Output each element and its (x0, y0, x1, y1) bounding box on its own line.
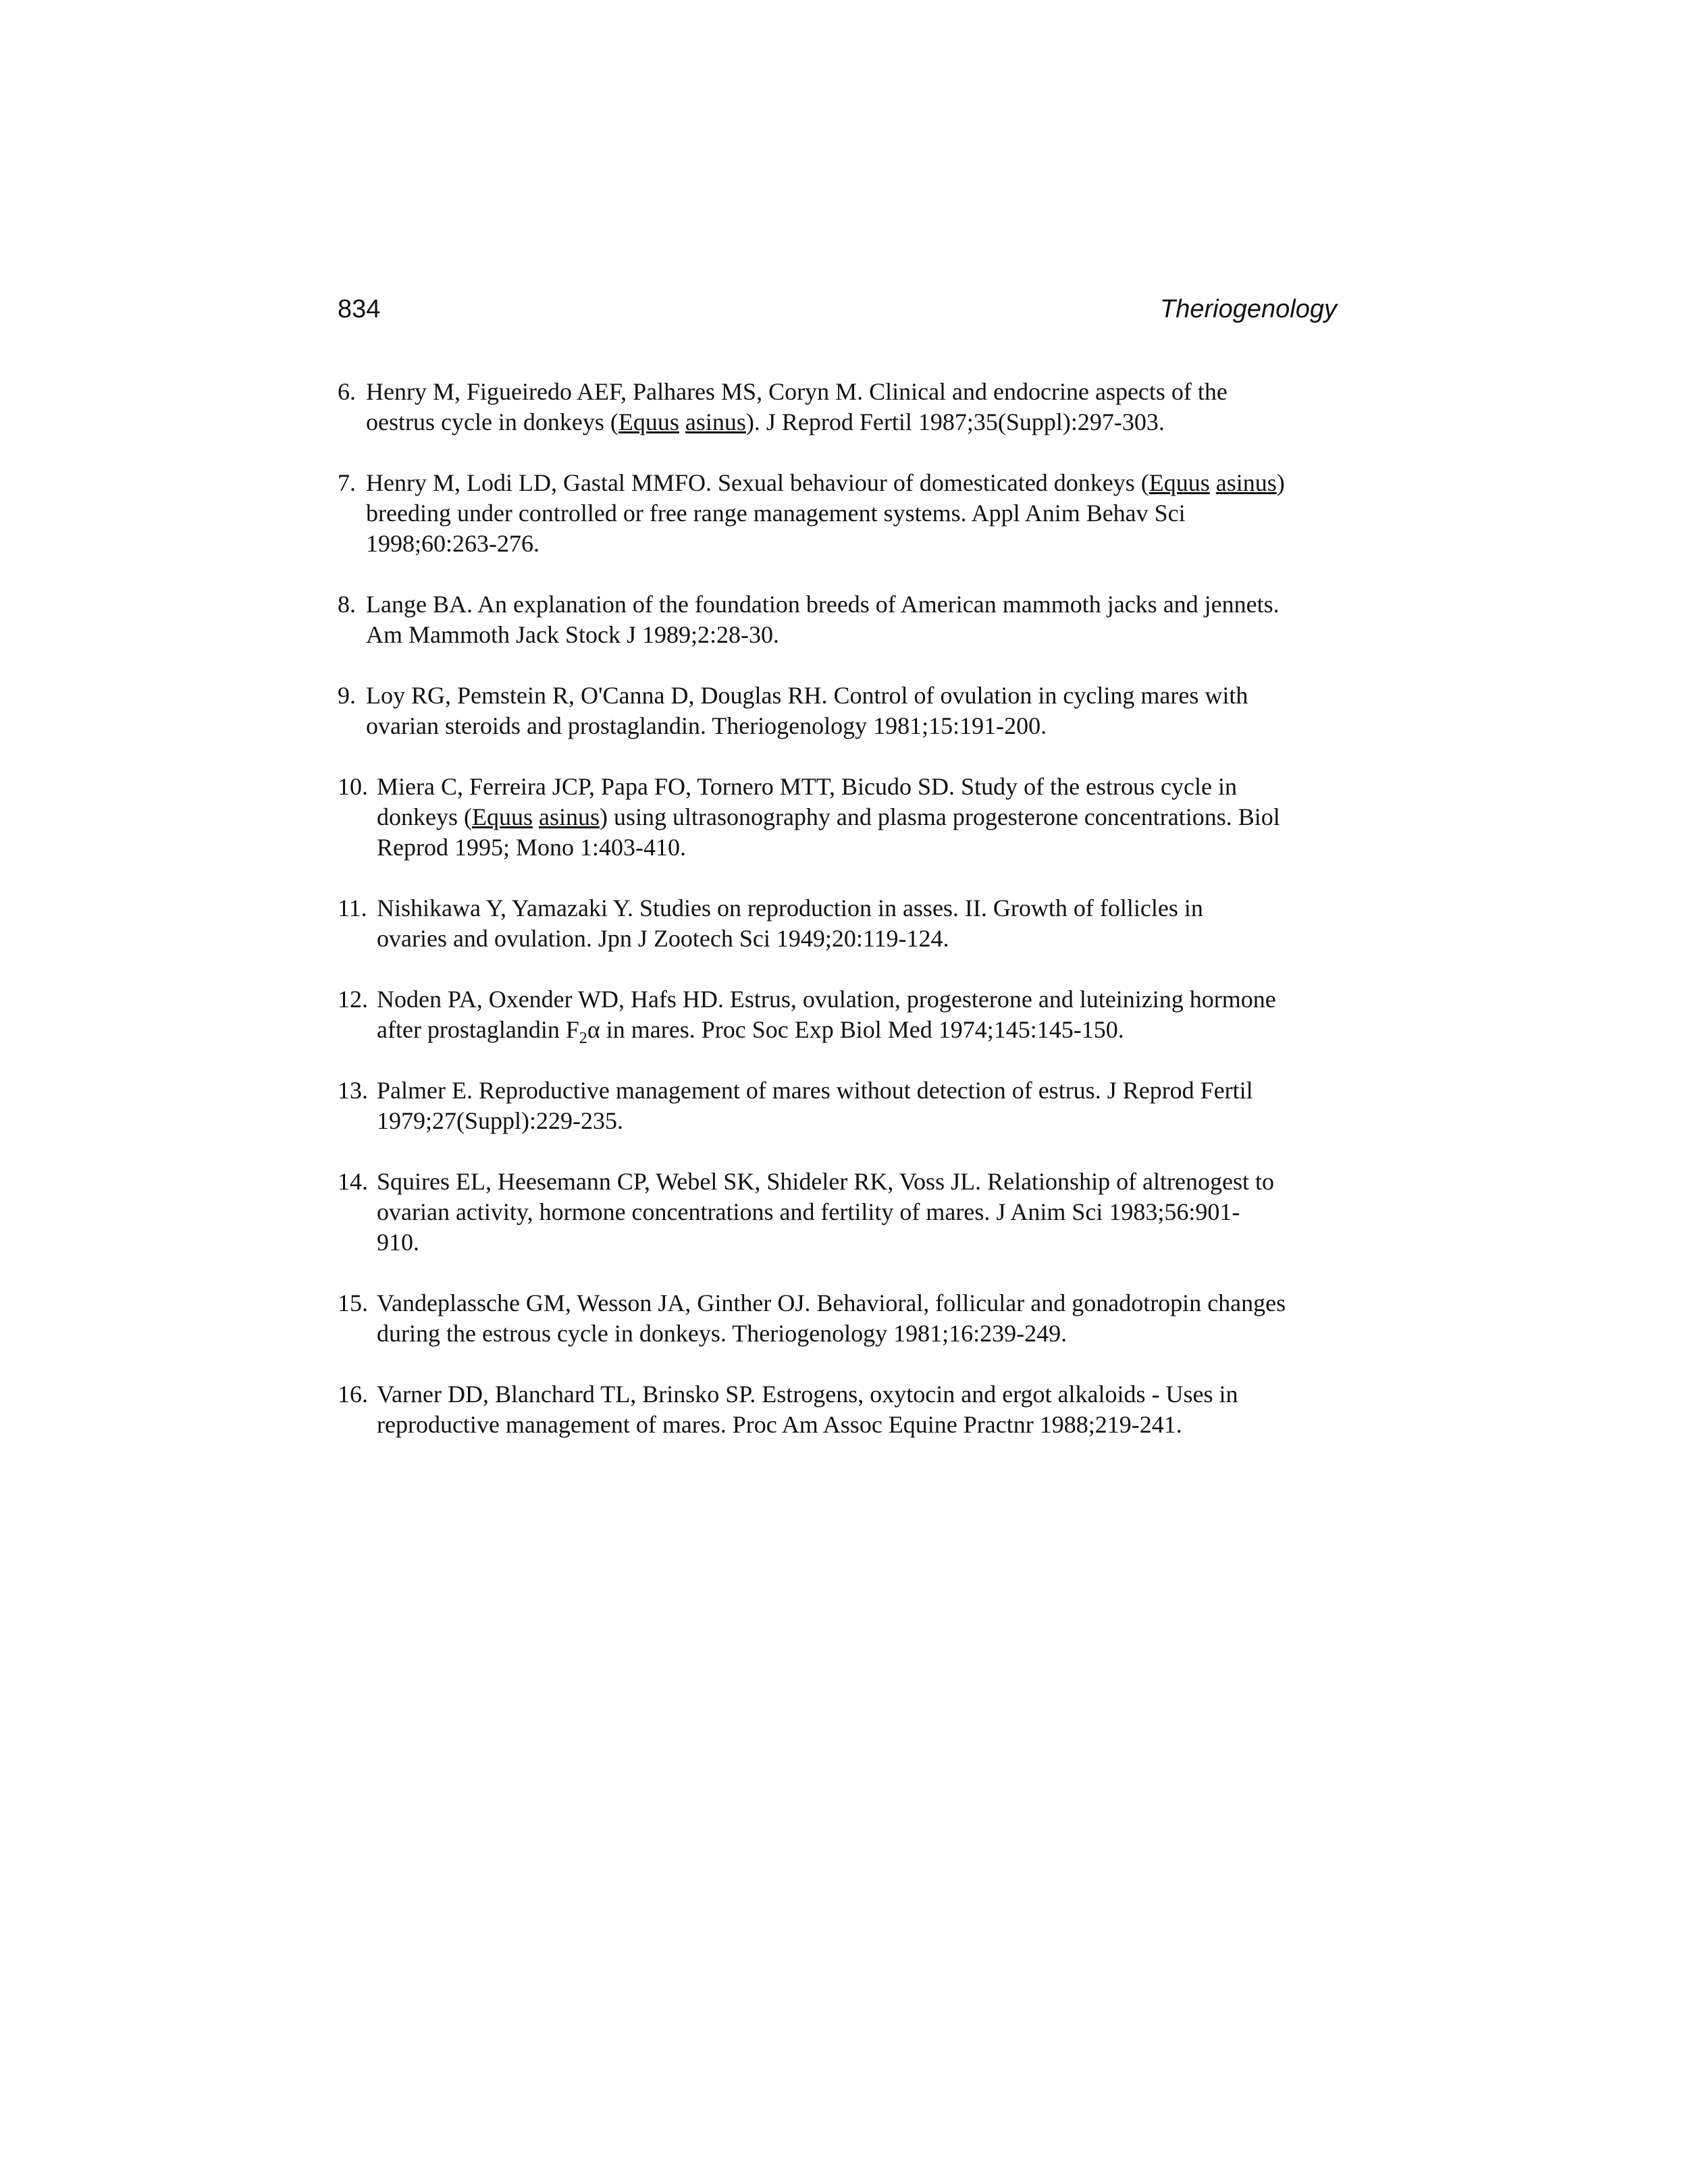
reference-text: Miera C, Ferreira JCP, Papa FO, Tornero MTT, Bicudo SD. Study of the estrous cycle in (377, 773, 1237, 800)
journal-name: Theriogenology (1160, 295, 1337, 323)
reference-item (338, 984, 1357, 1045)
reference-line (377, 1075, 1357, 1106)
reference-text: Varner DD, Blanchard TL, Brinsko SP. Estrogens, oxytocin and ergot alkaloids - Uses in (377, 1381, 1238, 1408)
reference-text: 910. (377, 1229, 419, 1256)
reference-number: 8. (338, 591, 356, 618)
reference-line (366, 681, 1357, 711)
reference-line (377, 893, 1357, 924)
reference-line (366, 620, 1357, 650)
reference-text (533, 803, 539, 830)
reference-text: Reprod 1995; Mono 1:403-410. (377, 834, 686, 861)
reference-text: Squires EL, Heesemann CP, Webel SK, Shideler RK, Voss JL. Relationship of altrenogest to (377, 1168, 1274, 1195)
reference-line (377, 1227, 1357, 1258)
reference-number: 16. (338, 1381, 368, 1408)
reference-item (338, 1288, 1357, 1349)
reference-item (338, 468, 1357, 559)
reference-line (366, 529, 1357, 559)
reference-text: during the estrous cycle in donkeys. Theriogenology 1981;16:239-249. (377, 1320, 1067, 1347)
reference-text: after prostaglandin F (377, 1016, 579, 1043)
subscript: 2 (579, 1030, 587, 1047)
reference-text (679, 408, 685, 435)
reference-line (377, 772, 1357, 802)
reference-text: Palmer E. Reproductive management of mares without detection of estrus. J Reprod Fertil (377, 1077, 1253, 1104)
reference-text: Nishikawa Y, Yamazaki Y. Studies on reproduction in asses. II. Growth of follicles in (377, 895, 1203, 922)
reference-text: ovarian activity, hormone concentrations and fertility of mares. J Anim Sci 1983;56:901- (377, 1198, 1240, 1225)
reference-line (366, 498, 1357, 529)
page-number: 834 (338, 295, 381, 323)
reference-number: 9. (338, 682, 356, 709)
reference-text: ovarian steroids and prostaglandin. Theriogenology 1981;15:191-200. (366, 712, 1047, 739)
reference-number: 13. (338, 1077, 368, 1104)
reference-text: Henry M, Figueiredo AEF, Palhares MS, Coryn M. Clinical and endocrine aspects of the (366, 378, 1228, 405)
species-name: Equus (1149, 469, 1210, 496)
reference-text: 1979;27(Suppl):229-235. (377, 1107, 623, 1134)
reference-text: Lange BA. An explanation of the foundation breeds of American mammoth jacks and jennets. (366, 591, 1280, 618)
reference-number: 14. (338, 1168, 368, 1195)
reference-number: 10. (338, 773, 368, 800)
reference-item (338, 772, 1357, 863)
reference-line (366, 711, 1357, 741)
reference-number: 6. (338, 378, 356, 405)
reference-line (377, 1319, 1357, 1349)
reference-line (377, 924, 1357, 954)
reference-line (377, 1167, 1357, 1197)
species-name: asinus (1215, 469, 1277, 496)
reference-line (377, 984, 1357, 1015)
reference-number: 7. (338, 469, 356, 496)
reference-number: 11. (338, 895, 367, 922)
reference-text (1210, 469, 1216, 496)
reference-line (377, 1015, 1357, 1045)
reference-line (377, 832, 1357, 863)
reference-text: Am Mammoth Jack Stock J 1989;2:28-30. (366, 621, 779, 648)
reference-text: ) (1276, 469, 1285, 496)
page-header (338, 289, 1337, 329)
reference-item (338, 893, 1357, 954)
species-name: Equus (471, 803, 533, 830)
reference-text: ) using ultrasonography and plasma progesterone concentrations. Biol (599, 803, 1280, 830)
reference-text: reproductive management of mares. Proc Am Assoc Equine Practnr 1988;219-241. (377, 1411, 1182, 1438)
species-name: asinus (685, 408, 746, 435)
reference-item (338, 1075, 1357, 1136)
reference-item (338, 589, 1357, 650)
reference-item (338, 377, 1357, 437)
reference-number: 15. (338, 1289, 368, 1316)
reference-line (366, 377, 1357, 407)
reference-text: 1998;60:263-276. (366, 530, 539, 557)
reference-text: Henry M, Lodi LD, Gastal MMFO. Sexual behaviour of domesticated donkeys ( (366, 469, 1149, 496)
reference-line (377, 1106, 1357, 1136)
reference-item (338, 1379, 1357, 1440)
reference-line (366, 589, 1357, 620)
reference-text: oestrus cycle in donkeys ( (366, 408, 618, 435)
reference-line (366, 468, 1357, 498)
species-name: asinus (538, 803, 600, 830)
reference-text: α in mares. Proc Soc Exp Biol Med 1974;145:145-150. (587, 1016, 1124, 1043)
species-name: Equus (618, 408, 679, 435)
reference-text: breeding under controlled or free range management systems. Appl Anim Behav Sci (366, 500, 1186, 527)
reference-line (377, 1379, 1357, 1410)
reference-text: Vandeplassche GM, Wesson JA, Ginther OJ. Behavioral, follicular and gonadotropin changes (377, 1289, 1286, 1316)
reference-line (377, 1197, 1357, 1227)
reference-text: ovaries and ovulation. Jpn J Zootech Sci 1949;20:119-124. (377, 925, 949, 952)
reference-line (377, 802, 1357, 832)
reference-text: donkeys ( (377, 803, 472, 830)
reference-text: Loy RG, Pemstein R, O'Canna D, Douglas RH. Control of ovulation in cycling mares with (366, 682, 1248, 709)
reference-item (338, 1167, 1357, 1258)
reference-list (338, 377, 1357, 1470)
reference-text: ). J Reprod Fertil 1987;35(Suppl):297-303. (745, 408, 1165, 435)
reference-line (366, 407, 1357, 437)
reference-line (377, 1288, 1357, 1319)
reference-item (338, 681, 1357, 741)
reference-text: Noden PA, Oxender WD, Hafs HD. Estrus, ovulation, progesterone and luteinizing hormone (377, 986, 1276, 1013)
reference-number: 12. (338, 986, 368, 1013)
reference-line (377, 1410, 1357, 1440)
